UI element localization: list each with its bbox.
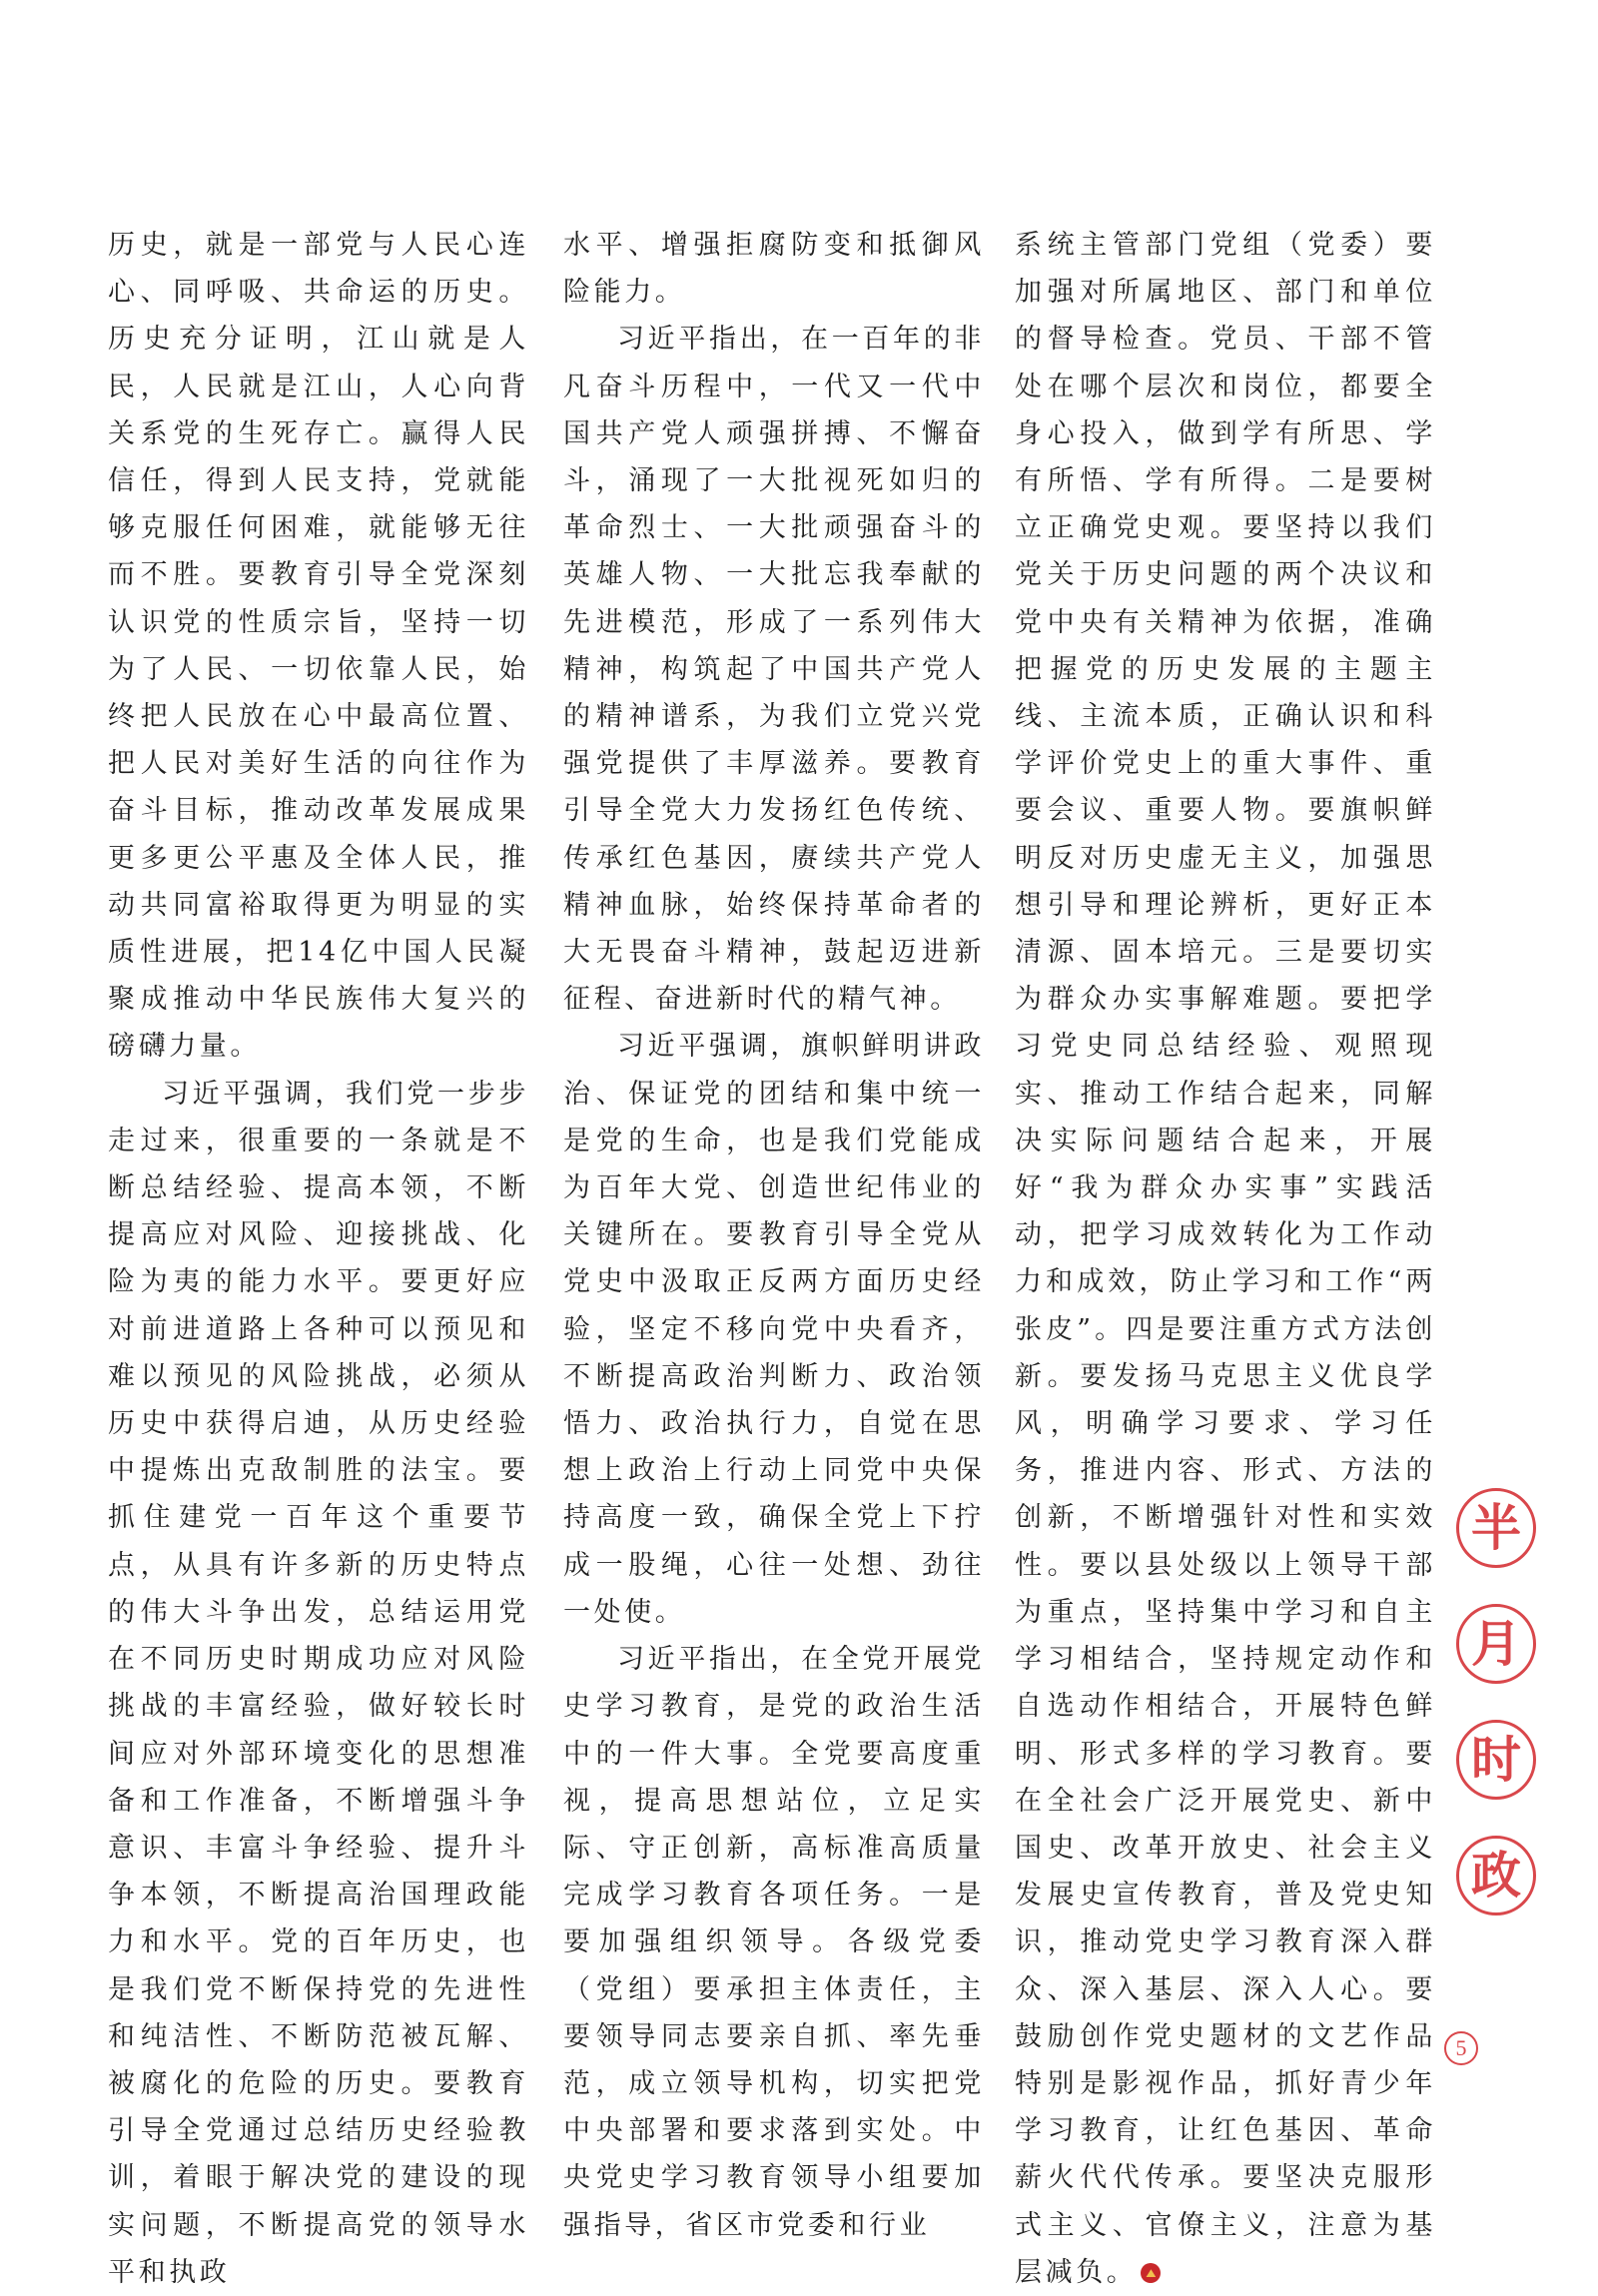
column-title-seal: 政: [1456, 1836, 1536, 1915]
page-number: 5: [1444, 2031, 1478, 2065]
paragraph: 习近平强调，我们党一步步走过来，很重要的一条就是不断总结经验、提高本领，不断提高应对风险、迎接挑战、化险为夷的能力水平。要更好应对前进道路上各种可以预见和难以预见的风险挑战，必须从历史中获得启迪，从历史经验中提炼出克敌制胜的法宝。要抓住建党一百年这个重要节点，从具有许多新的历史特点的伟大斗争出发，总结运用党在不同历史时期成功应对风险挑战的丰富经验，做好较长时间应对外部环境变化的思想准备和工作准备，不断增强斗争意识、丰富斗争经验、提升斗争本领，不断提高治国理政能力和水平。党的百年历史，也是我们党不断保持党的先进性和纯洁性、不断防范被瓦解、被腐化的危险的历史。要教育引导全党通过总结历史经验教训，着眼于解决党的建设的现实问题，不断提高党的领导水平和执政: [108, 1078, 529, 2288]
paragraph: [1015, 222, 1436, 2296]
paragraph: 历史，就是一部党与人民心连心、同呼吸、共命运的历史。历史充分证明，江山就是人民，人民就是江山，人心向背关系党的生死存亡。赢得人民信任，得到人民支持，党就能够克服任何困难，就能够无往而不胜。要教育引导全党深刻认识党的性质宗旨，坚持一切为了人民、一切依靠人民，始终把人民放在心中最高位置、把人民对美好生活的向往作为奋斗目标，推动改革发展成果更多更公平惠及全体人民，推动共同富裕取得更为明显的实质性进展，把14亿中国人民凝聚成推动中华民族伟大复兴的磅礴力量。: [108, 230, 529, 1063]
end-of-article-icon: [1141, 2263, 1161, 2283]
column-title-seal: 时: [1456, 1720, 1536, 1800]
text-column-1: [108, 222, 529, 2288]
paragraph-text: 系统主管部门党组（党委）要加强对所属地区、部门和单位的督导检查。党员、干部不管处在哪个层次和岗位，都要全身心投入，做到学有所思、学有所悟、学有所得。二是要树立正确党史观。要坚持以我们党关于历史问题的两个决议和党中央有关精神为依据，准确把握党的历史发展的主题主线、主流本质，正确认识和科学评价党史上的重大事件、重要会议、重要人物。要旗帜鲜明反对历史虚无主义，加强思想引导和理论辨析，更好正本清源、固本培元。三是要切实为群众办实事解难题。要把学习党史同总结经验、观照现实、推动工作结合起来，同解决实际问题结合起来，开展好“我为群众办实事”实践活动，把学习成效转化为工作动力和成效，防止学习和工作“两张皮”。四是要注重方式方法创新。要发扬马克思主义优良学风，明确学习要求、学习任务，推进内容、形式、方法的创新，不断增强针对性和实效性。要以县处级以上领导干部为重点，坚持集中学习和自主学习相结合，坚持规定动作和自选动作相结合，开展特色鲜明、形式多样的学习教育。要在全社会广泛开展党史、新中国史、改革开放史、社会主义发展史宣传教育，普及党史知识，推动党史学习教育深入群众、深入基层、深入人心。要鼓励创作党史题材的文艺作品特别是影视作品，抓好青少年学习教育，让红色基因、革命薪火代代传承。要坚决克服形式主义、官僚主义，注意为基层减负。: [1015, 230, 1436, 2288]
column-title-seal: 半: [1456, 1488, 1536, 1568]
paragraph: 习近平强调，旗帜鲜明讲政治、保证党的团结和集中统一是党的生命，也是我们党能成为百年大党、创造世纪伟业的关键所在。要教育引导全党从党史中汲取正反两方面历史经验，坚定不移向党中央看齐，不断提高政治判断力、政治领悟力、政治执行力，自觉在思想上政治上行动上同党中央保持高度一致，确保全党上下拧成一股绳，心往一处想、劲往一处使。: [563, 1031, 985, 1628]
column-title-seal: 月: [1456, 1604, 1536, 1684]
paragraph: 习近平指出，在全党开展党史学习教育，是党的政治生活中的一件大事。全党要高度重视，提高思想站位，立足实际、守正创新，高标准高质量完成学习教育各项任务。一是要加强组织领导。各级党委（党组）要承担主体责任，主要领导同志要亲自抓、率先垂范，成立领导机构，切实把党中央部署和要求落到实处。中央党史学习教育领导小组要加强指导，省区市党委和行业: [563, 1644, 985, 2241]
paragraph: 习近平指出，在一百年的非凡奋斗历程中，一代又一代中国共产党人顽强拼搏、不懈奋斗，涌现了一大批视死如归的革命烈士、一大批顽强奋斗的英雄人物、一大批忘我奉献的先进模范，形成了一系列伟大精神，构筑起了中国共产党人的精神谱系，为我们立党兴党强党提供了丰厚滋养。要教育引导全党大力发扬红色传统、传承红色基因，赓续共产党人精神血脉，始终保持革命者的大无畏奋斗精神，鼓起迈进新征程、奋进新时代的精气神。: [563, 324, 985, 1016]
text-column-3: [1015, 222, 1436, 2288]
column-title-seals: [1456, 1488, 1544, 1951]
paragraph: 水平、增强拒腐防变和抵御风险能力。: [563, 230, 985, 309]
text-column-2: [563, 222, 985, 2241]
